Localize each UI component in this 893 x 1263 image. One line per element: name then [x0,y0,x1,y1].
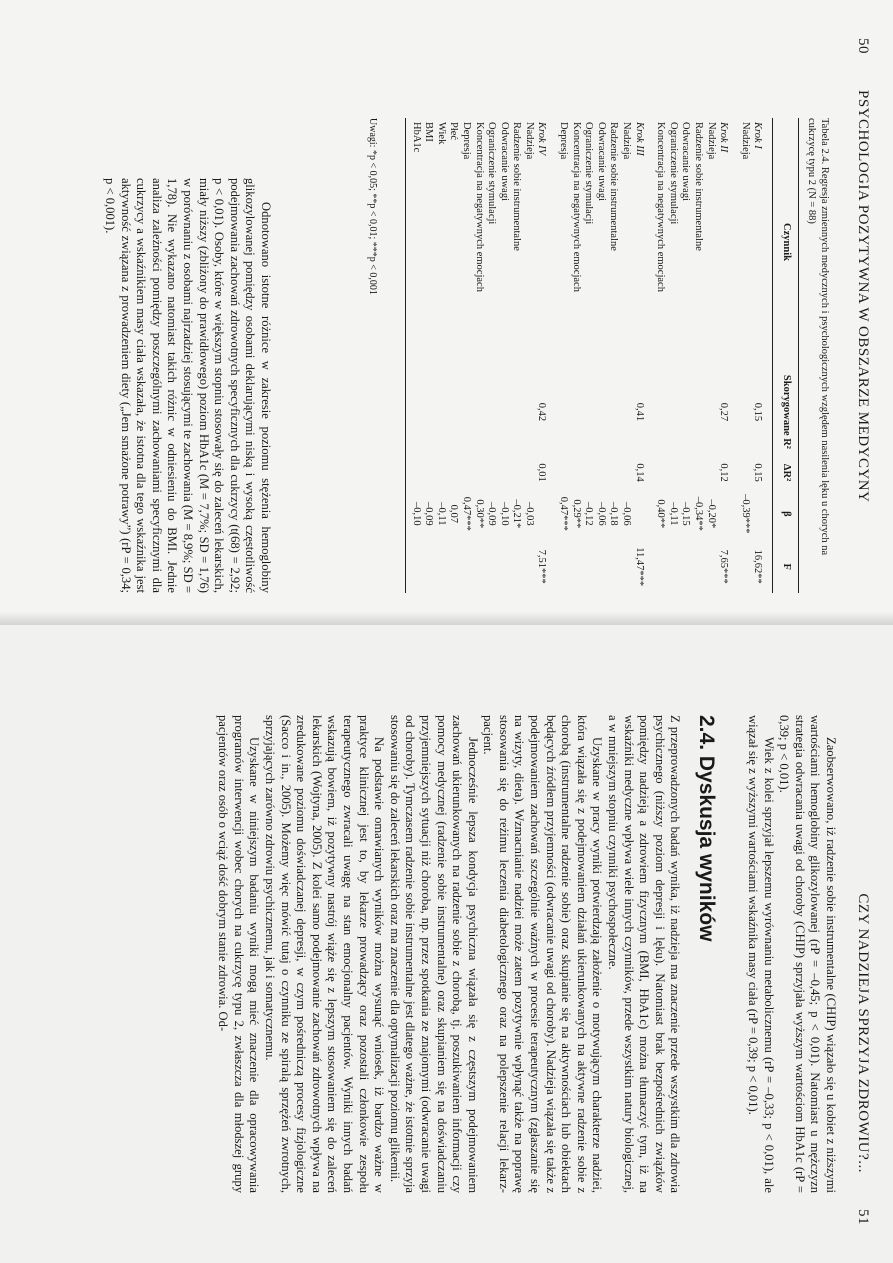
predictor-label-text: Ograniczenie stymulacji [583,122,595,225]
dr2-empty [619,458,632,488]
predictor-label [666,118,679,366]
f-empty [472,540,485,593]
dr2-empty [422,458,435,488]
table-row [607,118,620,593]
table-row [691,118,704,593]
predictor-label-text: Radzenie sobie instrumentalne [511,122,523,251]
dr2-empty [557,458,570,488]
regression-table [405,118,799,593]
f-empty [569,540,582,593]
predictor-beta [666,487,679,540]
predictor-label-text: Nadzieja [621,122,633,160]
predictor-label [497,118,510,366]
predictor-label-text: BMI [423,122,435,142]
predictor-beta-text: –0,15 [680,502,692,526]
header-r2: Skorygowane R² [773,366,799,458]
step-dr2-text: 0,15 [752,463,764,482]
running-head-right: CZY NADZIEJA SPRZYJA ZDROWIU?... [855,893,871,1173]
r2-empty [434,366,447,458]
step-beta-empty [535,487,557,540]
dr2-empty [522,458,535,488]
table-step-row [632,118,654,593]
dr2-empty [510,458,523,488]
r2-empty [510,366,523,458]
r2-empty [619,366,632,458]
table-row [654,118,667,593]
step-r2 [632,366,654,458]
step-label [632,118,654,366]
predictor-beta [434,487,447,540]
table-row [679,118,692,593]
dr2-empty [654,458,667,488]
table-row [594,118,607,593]
r2-empty [582,366,595,458]
dr2-empty [459,458,472,488]
table-row [422,118,435,593]
header-factor: Czynnik [773,118,799,366]
step-dr2 [632,458,654,488]
predictor-label-text: Koncentracja na negatywnych emocjach [655,122,667,292]
predictor-beta [510,487,523,540]
step-f-text: 11,47*** [633,547,645,587]
table-row [472,118,485,593]
predictor-label [422,118,435,366]
step-dr2 [751,458,773,488]
table-note: Uwagi: *p < 0,05; **p < 0,01; ***p < 0,001 [367,118,378,295]
f-empty [497,540,510,593]
dr2-empty [679,458,692,488]
r2-empty [654,366,667,458]
table-row [497,118,510,593]
table-row [459,118,472,593]
predictor-beta [654,487,667,540]
step-f-text: 7,51*** [536,549,548,584]
table-row [522,118,535,593]
table-caption: Tabela 2.4. Regresja zmiennych medycznych i psychologicznych względem nasilenia lęku u chorych na cukrzycę typu 2 (N = 88) [806,118,830,556]
table-row [738,118,751,593]
dr2-empty [405,458,421,488]
header-f: F [773,540,799,593]
predictor-label-text: Depresja [460,122,472,160]
step-dr2-text: 0,14 [633,463,645,482]
step-dr2 [717,458,739,488]
predictor-beta-text: –0,10 [498,502,510,526]
f-empty [422,540,435,593]
header-dr2: ΔR² [773,458,799,488]
step-label-text: Krok I [752,122,764,149]
dr2-empty [607,458,620,488]
step-dr2-text: 0,12 [718,463,730,482]
predictor-beta [582,487,595,540]
f-empty [582,540,595,593]
step-f [632,540,654,593]
predictor-beta [459,487,472,540]
predictor-beta-text: –0,06 [595,502,607,526]
r2-empty [594,366,607,458]
r2-empty [405,366,421,458]
table-row [510,118,523,593]
predictor-beta-text: –0,09 [486,502,498,526]
predictor-label-text: Odwracanie uwagi [595,122,607,202]
step-dr2 [535,458,557,488]
dr2-empty [472,458,485,488]
table-row [447,118,460,593]
f-empty [691,540,704,593]
step-f [717,540,739,593]
header-beta: β [773,487,799,540]
predictor-label [654,118,667,366]
dr2-empty [666,458,679,488]
predictor-beta [679,487,692,540]
f-empty [679,540,692,593]
predictor-label [485,118,498,366]
predictor-label-text: Odwracanie uwagi [498,122,510,202]
r2-empty [607,366,620,458]
table-step-row [535,118,557,593]
predictor-beta-text: –0,06 [621,502,633,526]
predictor-beta [619,487,632,540]
predictor-label-text: Nadzieja [705,122,717,160]
f-empty [510,540,523,593]
predictor-label [619,118,632,366]
predictor-label [738,118,751,366]
r2-empty [472,366,485,458]
step-dr2-text: 0,01 [536,463,548,482]
table-step-row [717,118,739,593]
r2-empty [497,366,510,458]
f-empty [447,540,460,593]
table-row [557,118,570,593]
left-page [0,0,893,625]
r2-empty [679,366,692,458]
step-r2-text: 0,27 [718,402,730,422]
predictor-label [472,118,485,366]
predictor-beta-text: –0,20* [705,499,717,529]
step-beta-empty [717,487,739,540]
predictor-label [459,118,472,366]
step-label [717,118,739,366]
predictor-label [691,118,704,366]
table-row [434,118,447,593]
predictor-beta [704,487,717,540]
right-text-column [215,715,838,1193]
step-label [535,118,557,366]
predictor-beta [557,487,570,540]
table-row [569,118,582,593]
predictor-beta-text: 0,47*** [558,496,570,531]
predictor-beta [569,487,582,540]
predictor-label [510,118,523,366]
predictor-beta-text: –0,11 [667,502,679,526]
f-empty [666,540,679,593]
predictor-label-text: Odwracanie uwagi [680,122,692,202]
f-empty [704,540,717,593]
step-beta-empty [751,487,773,540]
predictor-label [594,118,607,366]
r2-empty [738,366,751,458]
step-f [535,540,557,593]
step-r2 [717,366,739,458]
f-empty [405,540,421,593]
predictor-label [447,118,460,366]
dr2-empty [704,458,717,488]
predictor-beta [472,487,485,540]
predictor-beta-text: 0,47*** [460,496,472,531]
f-empty [522,540,535,593]
predictor-label-text: HbA1c [410,122,422,153]
step-r2-text: 0,41 [633,402,645,422]
section-heading: 2.4. Dyskusja wyników [695,715,719,942]
step-f-text: 7,65*** [718,549,730,584]
predictor-beta-text: –0,18 [608,502,620,526]
predictor-label [522,118,535,366]
predictor-label-text: Ograniczenie stymulacji [667,122,679,225]
f-empty [485,540,498,593]
predictor-beta [738,487,751,540]
step-f-text: 16,62** [752,549,764,584]
predictor-label-text: Radzenie sobie instrumentalne [608,122,620,251]
predictor-label [582,118,595,366]
f-empty [459,540,472,593]
dr2-empty [594,458,607,488]
predictor-beta-text: –0,10 [410,502,422,526]
predictor-label [405,118,421,366]
dr2-empty [485,458,498,488]
table-row [619,118,632,593]
paragraph-discussion-5: Uzyskane w niniejszym badaniu wyniki mogą mieć znaczenie dla opracowywania programów interwencji wobec chorych na cukrzycę typu 2, zwłaszcza dla młodszej grupy pacjentów oraz osób o wciąż dość dobrym stanie zdrowia. Od- [216,715,262,1193]
step-r2-text: 0,15 [752,402,764,422]
predictor-label [557,118,570,366]
predictor-beta [691,487,704,540]
f-empty [738,540,751,593]
dr2-empty [691,458,704,488]
predictor-beta-text: –0,12 [583,502,595,526]
paragraph-discussion-2: Uzyskane w pracy wyniki potwierdzają założenie o motywującym charakterze nadziei, która wiązała się z podejmowaniem działań ukierunkowanych na aktywne radzenie sobie z chorobą (instrumentalne radzenie sobie) oraz skupianie się na aktywnościach lub obiektach będących źródłem przyjemności (odwracanie uwagi od choroby). Nadzieja wiązała się także z podejmowaniem zachowań szczególnie ważnych w procesie terapeutycznym (zgłaszanie się na wizyty, dieta). Wzmacnianie nadziei może zatem pozytywnie wpłynąć także na poprawę stosowania się do reżimu leczenia diabetologicznego oraz na polepszenie relacji lekarz-pacjent. [481,715,605,1193]
predictor-beta-text: –0,21* [511,499,523,529]
predictor-beta [422,487,435,540]
predictor-beta-text: –0,09 [423,502,435,526]
predictor-label [569,118,582,366]
r2-empty [691,366,704,458]
f-empty [607,540,620,593]
r2-empty [485,366,498,458]
f-empty [557,540,570,593]
page-number-right: 51 [855,1209,871,1225]
step-label-text: Krok IV [536,122,548,156]
predictor-beta [497,487,510,540]
dr2-empty [738,458,751,488]
table-row [405,118,421,593]
table-row [485,118,498,593]
step-f [751,540,773,593]
predictor-beta-text: 0,40** [655,499,667,529]
dr2-empty [497,458,510,488]
r2-empty [557,366,570,458]
predictor-label [434,118,447,366]
f-empty [594,540,607,593]
page-number-left: 50 [855,38,871,54]
table-body [405,118,772,593]
predictor-beta-text: –0,39*** [739,494,751,534]
r2-empty [704,366,717,458]
step-beta-empty [632,487,654,540]
r2-empty [459,366,472,458]
predictor-label-text: Wiek [435,122,447,145]
predictor-label-text: Depresja [558,122,570,160]
table-row [704,118,717,593]
step-r2 [751,366,773,458]
paragraph-hba1c-differences: Odnotowano istotne różnice w zakresie poziomu stężenia hemoglobiny glikozylowanej pomiędzy osobami deklarującymi niską i wysoką częstotliwość podejmowania zachowań zdrowotnych specyficznych dla cukrzycy (t(68) = 2,92; p < 0,01). Osoby, które w większym stopniu stosowały się do zaleceń lekarskich, miały niższy (zbliżony do prawidłowego) poziom HbA1c (M = 7,7%; SD = 1,76) w porównaniu z osobami najrzadziej stosującymi te zachowania (M = 8,9%; SD = 1,78). Nie wykazano natomiast takich różnic w odniesieniu do BMI. Jednie analiza zależności pomiędzy poszczególnymi zachowaniami specyficznymi dla cukrzycy a wskaźnikiem masy ciała wskazała, że istotna dla tego wskaźnika jest aktywność związana z prowadzeniem diety („Jem smażone potrawy”) (rP = 0,34; p < 0,001). [103,178,273,593]
predictor-beta [485,487,498,540]
step-label-text: Krok II [718,122,730,153]
table-step-row [751,118,773,593]
dr2-empty [434,458,447,488]
r2-empty [522,366,535,458]
f-empty [619,540,632,593]
r2-empty [447,366,460,458]
paragraph-discussion-4: Na podstawie omawianych wyników można wysunąć wniosek, iż bardzo ważne w praktyce klinicznej jest to, by lekarze prowadzący oraz pozostali członkowie zespołu terapeutycznego zwracali uwagę na stan emocjonalny pacjentów. Wyniki innych badań wskazują bowiem, iż pozytywny nastrój wiąże się z lepszym stosowaniem się do zaleceń lekarskich (Wojtyna, 2005). Z kolei samo podejmowanie zachowań zdrowotnych wpływa na zredukowane poziomu doświadczanej depresji, w czym pośredniczą procesy fizjologiczne (Sacco i in., 2005). Możemy więc mówić tutaj o czynniku ze spiralą sprzężeń zwrotnych, sprzyjających zarówno zdrowiu psychicznemu, jak i somatycznemu. [263,715,387,1193]
r2-empty [666,366,679,458]
dr2-empty [569,458,582,488]
r2-empty [422,366,435,458]
paragraph-discussion-1: Z przeprowadzonych badań wynika, iż nadzieja ma znaczenie przede wszystkim dla zdrowia psychicznego (niższy poziom depresji i lęku). Natomiast brak bezpośrednich związków pomiędzy nadzieją a zdrowiem fizycznym (BMI, HbA1c) można tłumaczyć tym, iż na wskaźniki medyczne wpływa wiele innych czynników, przede wszystkim natury biologicznej, a w mniejszym stopniu czynniki psychospołeczne. [606,715,683,1193]
predictor-beta-text: 0,30** [473,499,485,529]
predictor-beta-text: 0,07 [448,504,460,524]
predictor-beta [405,487,421,540]
predictor-beta [522,487,535,540]
table-row [666,118,679,593]
running-head-left: PSYCHOLOGIA POZYTYWNA W OBSZARZE MEDYCYNY [855,90,871,503]
predictor-label-text: Nadzieja [523,122,535,160]
step-label-text: Krok III [633,122,645,156]
predictor-beta [607,487,620,540]
step-label [751,118,773,366]
predictor-beta [447,487,460,540]
predictor-label-text: Radzenie sobie instrumentalne [693,122,705,251]
right-page [0,625,893,1263]
predictor-label [607,118,620,366]
paragraph-discussion-3: Jednocześnie lepsza kondycja psychiczna wiązała się z częstszym podejmowaniem zachowań ukierunkowanych na radzenie sobie z chorobą, tj. poszukiwaniem informacji czy pomocy medycznej (radzenie sobie instrumentalne) oraz skupianiem się na doświadczaniu przyjemniejszych sytuacji niż choroba, np. przez spotkania ze znajomymi (odwracanie uwagi od choroby). Tymczasem radzenie sobie instrumentalne jest dlatego ważne, że istotnie sprzyja stosowaniu się do zaleceń lekarskich oraz ma znaczenie dla optymalizacji poziomu glikemii. [387,715,480,1193]
predictor-beta-text: –0,11 [435,502,447,526]
predictor-beta [594,487,607,540]
predictor-label-text: Koncentracja na negatywnych emocjach [570,122,582,292]
predictor-label [679,118,692,366]
predictor-label-text: Ograniczenie stymulacji [486,122,498,225]
dr2-empty [447,458,460,488]
predictor-label-text: Koncentracja na negatywnych emocjach [473,122,485,292]
predictor-label-text: Płeć [448,122,460,141]
step-r2-text: 0,42 [536,402,548,422]
predictor-label-text: Nadzieja [739,122,751,160]
paragraph-age: Wiek z kolei sprzyjał lepszemu wyrównaniu metabolicznemu (rP = –0,33; p < 0,01), ale wiązał się z wyższymi wartościami wskaźnika masy ciała (rP = 0,39; p < 0,01). [746,715,776,1193]
table-row [582,118,595,593]
f-empty [654,540,667,593]
predictor-beta-text: –0,03 [523,502,535,526]
f-empty [434,540,447,593]
step-r2 [535,366,557,458]
dr2-empty [582,458,595,488]
paragraph-coping-sex: Zaobserwowano, iż radzenie sobie instrumentalne (CHIP) wiązało się u kobiet z niższymi wartościami hemoglobiny glikozylowanej (rP = –0,45; p < 0,01). Natomiast u mężczyzn strategia odwracania uwagi od choroby (CHIP) sprzyjała wyższym wartościom HbA1c (rP = 0,39; p < 0,01). [777,715,838,1193]
predictor-beta-text: –0,34** [693,496,705,531]
predictor-label [704,118,717,366]
r2-empty [569,366,582,458]
predictor-beta-text: 0,29** [570,499,582,529]
